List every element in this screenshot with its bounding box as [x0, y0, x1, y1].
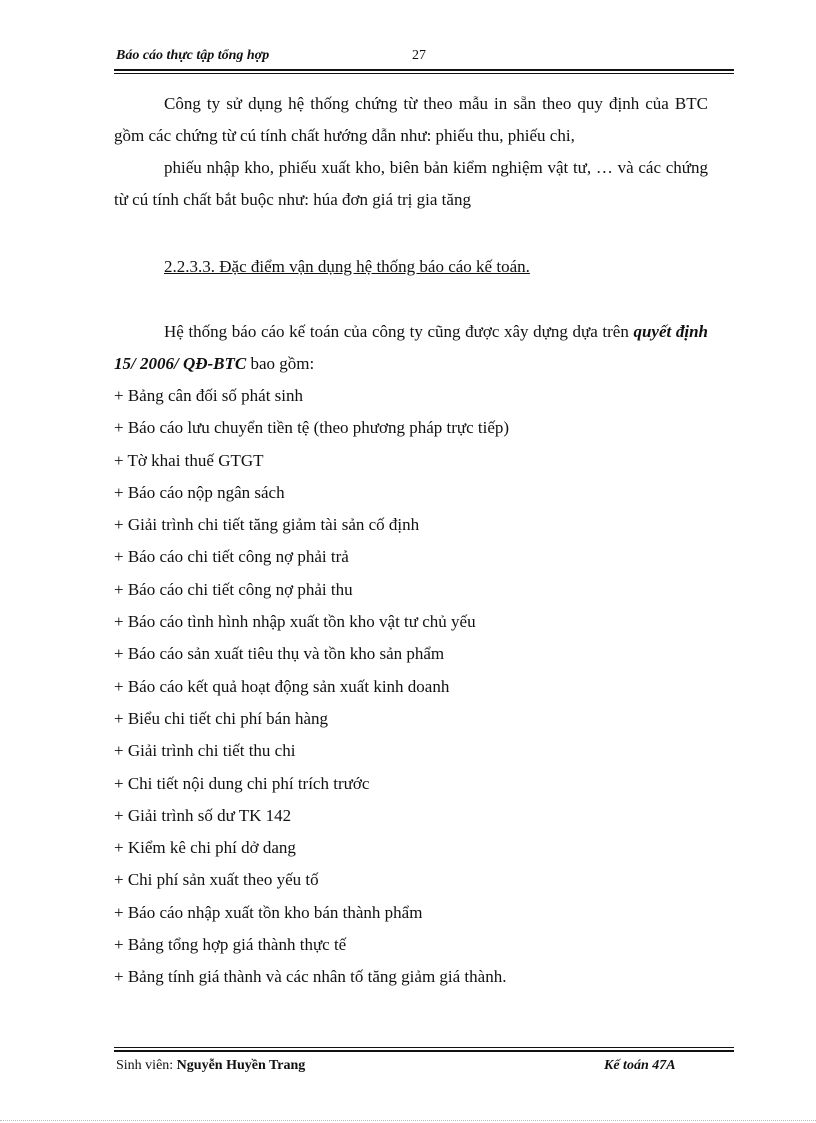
list-item: + Báo cáo sản xuất tiêu thụ và tồn kho sản phẩm [114, 644, 445, 664]
section-lead [114, 316, 708, 380]
list-item: + Giải trình chi tiết thu chi [114, 741, 296, 761]
footer-student [116, 1058, 305, 1074]
footer-rule-thin [114, 1047, 734, 1048]
list-item: + Chi tiết nội dung chi phí trích trước [114, 773, 370, 793]
page-number: 27 [412, 48, 426, 63]
header-rule-thick [114, 69, 734, 71]
list-item: + Tờ khai thuế GTGT [114, 450, 264, 470]
list-item: + Bảng cân đối số phát sinh [114, 386, 304, 405]
list-item: + Giải trình số dư TK 142 [114, 805, 292, 825]
list-item: + Báo cáo chi tiết công nợ phải thu [114, 579, 353, 599]
list-item: + Biểu chi tiết chi phí bán hàng [114, 708, 329, 728]
page-edge-divider [0, 1120, 816, 1121]
intro-text-line2: phiếu nhập kho, phiếu xuất kho, biên bản kiểm nghiệm vật tư, … và các chứng từ cú tính chất bắt buộc như: húa đơn giá trị gia tăng [114, 158, 708, 209]
list-item: + Báo cáo lưu chuyển tiền tệ (theo phương pháp trực tiếp) [114, 418, 510, 438]
section-heading: 2.2.3.3. Đặc điểm vận dụng hệ thống báo cáo kế toán. [164, 257, 530, 276]
list-item: + Kiểm kê chi phí dở dang [114, 838, 296, 858]
list-item: + Báo cáo kết quả hoạt động sản xuất kinh doanh [114, 676, 450, 696]
list-item: + Báo cáo nhập xuất tồn kho bán thành phẩm [114, 902, 423, 922]
decision-reference: quyết định 15/ 2006/ QĐ-BTC [114, 322, 708, 373]
footer-rule-thick [114, 1050, 734, 1052]
intro-text-line1: Công ty sử dụng hệ thống chứng từ theo mẫu in sẵn theo quy định của BTC gồm các chứng từ cú tính chất hướng dẫn như: phiếu thu, phiếu chi, [114, 94, 708, 145]
student-label: Sinh viên: [116, 1058, 177, 1073]
list-item: + Báo cáo chi tiết công nợ phải trả [114, 547, 349, 567]
list-item: + Bảng tính giá thành và các nhân tố tăng giảm giá thành. [114, 967, 507, 987]
section-lead-suffix: bao gồm: [246, 354, 315, 373]
header-rule-thin [114, 73, 734, 74]
list-item: + Chi phí sản xuất theo yếu tố [114, 870, 319, 890]
section-body [114, 316, 708, 994]
list-item: + Báo cáo nộp ngân sách [114, 482, 285, 502]
report-list [114, 380, 708, 994]
section-lead-text: Hệ thống báo cáo kế toán của công ty cũng được xây dựng dựa trên [164, 322, 629, 341]
footer-class: Kế toán 47A [604, 1058, 676, 1073]
list-item: + Giải trình chi tiết tăng giảm tài sản cố định [114, 515, 420, 535]
list-item: + Báo cáo tình hình nhập xuất tồn kho vật tư chủ yếu [114, 612, 476, 632]
intro-paragraph [114, 88, 708, 216]
student-name: Nguyễn Huyền Trang [176, 1058, 306, 1073]
list-item: + Bảng tổng hợp giá thành thực tế [114, 935, 347, 955]
header-title: Báo cáo thực tập tổng hợp [116, 48, 270, 63]
